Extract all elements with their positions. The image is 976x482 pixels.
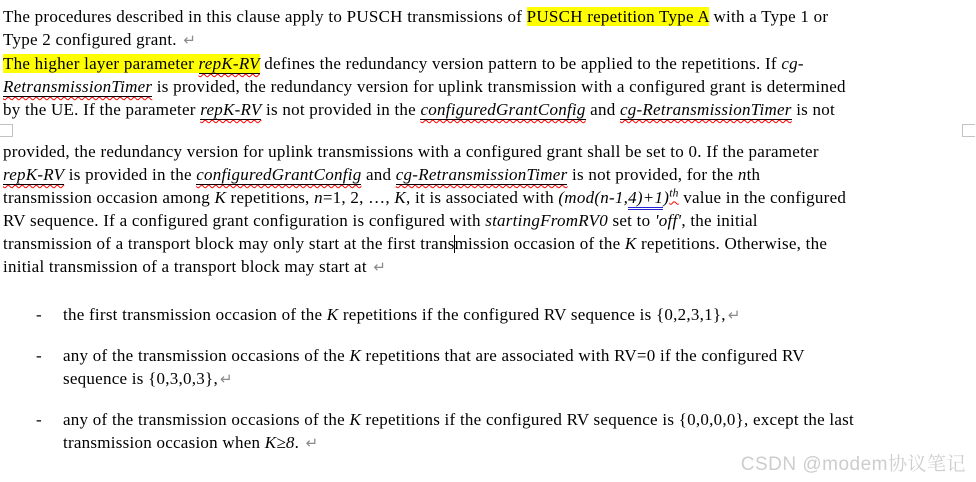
text-run: value in the configured: [678, 188, 847, 207]
text-run: RV sequence. If a configured grant configuration is configured with: [3, 211, 486, 230]
watermark: CSDN @modem协议笔记: [740, 454, 966, 475]
text-run: (mod(n-1,: [558, 188, 629, 207]
text-run: cg-: [781, 54, 804, 73]
page-boundary-right-mark: [962, 124, 975, 137]
text-run: configuredGrantConfig: [420, 100, 586, 119]
text-run: repetitions if the configured RV sequence is {0,0,0,0}, except the last: [361, 410, 854, 429]
list-item-text: [63, 305, 741, 324]
text-run: is not provided, for the: [567, 165, 738, 184]
text-run: the first transmission occasion of the: [63, 305, 327, 324]
text-run: K: [349, 346, 362, 365]
list-item: [3, 344, 974, 391]
paragraph-mark: ↵: [727, 306, 741, 324]
bullet-marker: -: [36, 346, 42, 365]
text-run: is not: [791, 100, 835, 119]
list-item: [3, 303, 974, 327]
text-run: RetransmissionTimer: [3, 77, 153, 96]
text-run: , the initial: [681, 211, 758, 230]
text-run: cg-RetransmissionTimer: [395, 165, 568, 184]
paragraph: [3, 5, 974, 52]
text-run: is provided, the redundancy version for uplink transmission with a configured grant is determined: [152, 77, 846, 96]
text-run: defines the redundancy version pattern to be applied to the repetitions. If: [259, 54, 782, 73]
highlighted-text: PUSCH repetition Type A: [526, 7, 709, 26]
text-run: Type 2 configured grant.: [3, 30, 182, 49]
grammar-checked-text: 4)+1: [628, 188, 663, 210]
document-text[interactable]: [3, 5, 974, 455]
text-run: and: [585, 100, 620, 119]
text-run: cg-RetransmissionTimer: [619, 100, 792, 119]
list-item-text: [63, 346, 805, 388]
paragraph: [3, 52, 974, 121]
highlighted-text: repK-RV: [198, 54, 260, 73]
text-run: , it is associated with: [406, 188, 559, 207]
text-run: any of the transmission occasions of the: [63, 410, 350, 429]
highlighted-text: The higher layer parameter: [3, 54, 199, 73]
text-run: transmission occasion among: [3, 188, 215, 207]
text-run: initial transmission of a transport block may start at: [3, 257, 372, 276]
text-run: and: [361, 165, 396, 184]
text-run: n: [314, 188, 323, 207]
text-run: The procedures described in this clause apply to PUSCH transmissions of: [3, 7, 527, 26]
text-run: startingFromRV0: [485, 211, 608, 230]
text-run: K: [394, 188, 406, 207]
paragraph-mark: ↵: [219, 370, 233, 388]
text-run: th: [746, 165, 761, 184]
text-run: =1, 2, …,: [322, 188, 395, 207]
text-run: repetitions. Otherwise, the: [636, 234, 828, 253]
text-run: K≥8: [264, 433, 295, 452]
text-run: set to: [607, 211, 655, 230]
paragraph: [3, 140, 974, 279]
text-run: with a Type 1 or: [708, 7, 829, 26]
text-run: provided, the redundancy version for uplink transmissions with a configured grant shall be set to 0. If the parameter: [3, 142, 819, 161]
text-run: is not provided in the: [261, 100, 421, 119]
text-run: by the UE. If the parameter: [3, 100, 201, 119]
text-run: K: [349, 410, 362, 429]
text-run: repetitions that are associated with RV=0 if the configured RV: [361, 346, 805, 365]
text-run: repK-RV: [3, 165, 65, 184]
text-run: any of the transmission occasions of the: [63, 346, 350, 365]
text-run: repetitions if the configured RV sequence is {0,2,3,1},: [338, 305, 726, 324]
text-run: transmission of a transport block may only start at the first trans: [3, 234, 455, 253]
text-run: mission occasion of the: [454, 234, 625, 253]
text-run: K: [326, 305, 339, 324]
text-run: sequence is {0,3,0,3},: [63, 369, 218, 388]
bullet-list: [3, 303, 974, 455]
list-item: [3, 408, 974, 455]
list-item-text: [63, 410, 854, 452]
text-run: 'off': [654, 211, 682, 230]
text-run: K: [624, 234, 637, 253]
paragraph-mark: ↵: [305, 434, 319, 452]
text-run: .: [294, 433, 304, 452]
text-run: K: [214, 188, 227, 207]
text-run: configuredGrantConfig: [196, 165, 362, 184]
text-run: transmission occasion when: [63, 433, 265, 452]
bullet-marker: -: [36, 410, 42, 429]
paragraph-mark: ↵: [183, 31, 197, 49]
text-run: n: [737, 165, 747, 184]
page-break-boundary: [3, 121, 974, 140]
text-run: repetitions,: [226, 188, 315, 207]
bullet-marker: -: [36, 305, 42, 324]
text-run: ): [663, 188, 670, 207]
text-run: is provided in the: [64, 165, 197, 184]
text-run: th: [669, 186, 679, 200]
paragraph-mark: ↵: [373, 258, 387, 276]
page-boundary-left-mark: [0, 124, 13, 137]
text-run: repK-RV: [200, 100, 262, 119]
